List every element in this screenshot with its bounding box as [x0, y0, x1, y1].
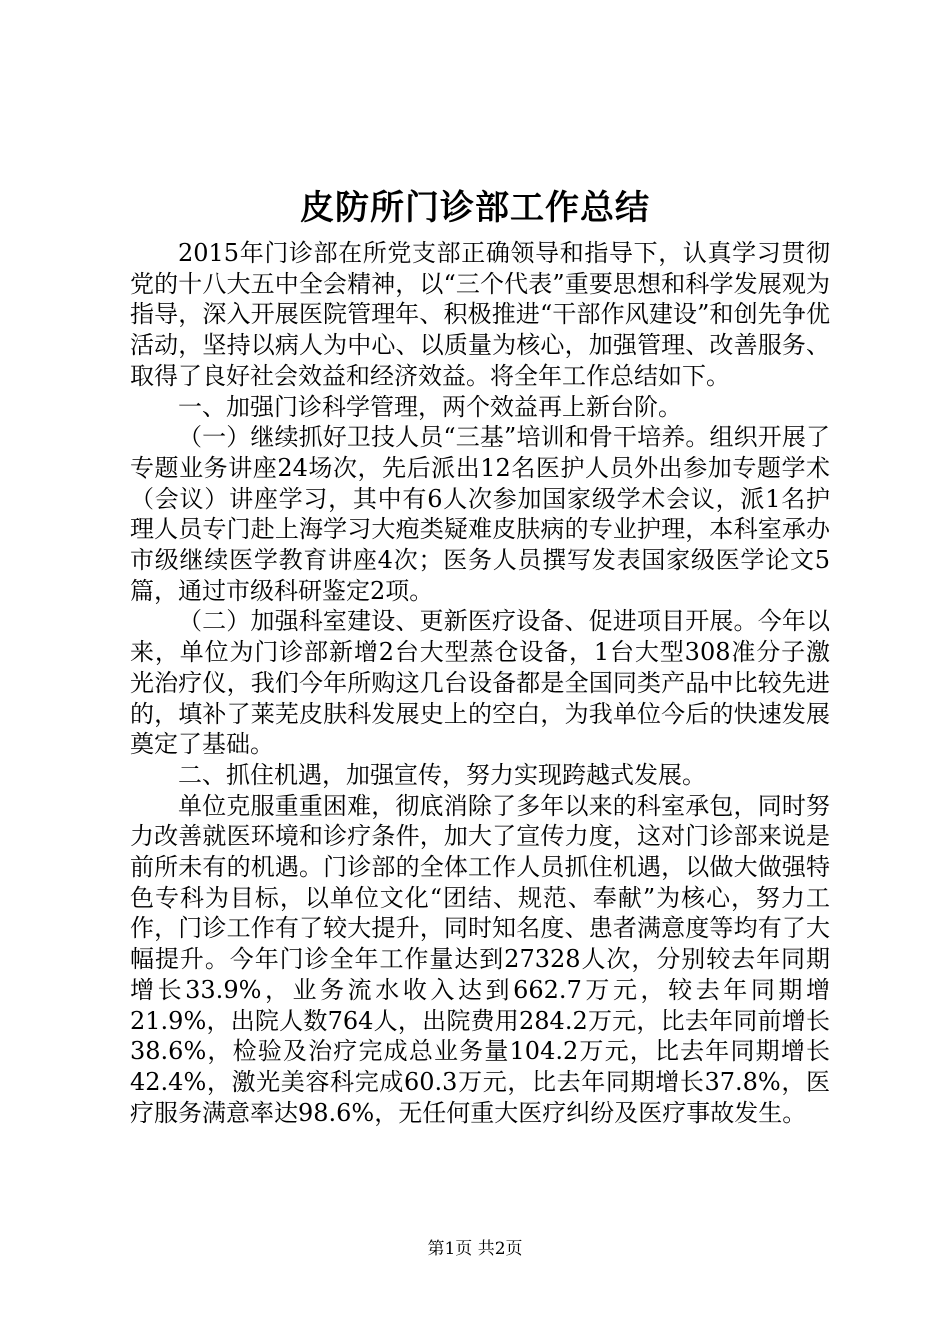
section-heading-1: 一、加强门诊科学管理，两个效益再上新台阶。 — [178, 392, 682, 421]
section-heading-2: 二、抓住机遇，加强宣传，努力实现跨越式发展。 — [178, 760, 706, 789]
document-body — [130, 238, 830, 1128]
paragraph-subsection-1: （一）继续抓好卫技人员“三基”培训和骨干培养。组织开展了专题业务讲座24场次，先后派出12名医护人员外出参加专题学术（会议）讲座学习，其中有6人次参加国家级学术会议，派1名护理人员专门赴上海学习大疱类疑难皮肤病的专业护理，本科室承办市级继续医学教育讲座4次；医务人员撰写发表国家级医学论文5篇，通过市级科研鉴定2项。 — [130, 423, 830, 605]
paragraph-section-2: 单位克服重重困难，彻底消除了多年以来的科室承包，同时努力改善就医环境和诊疗条件，加大了宣传力度，这对门诊部来说是前所未有的机遇。门诊部的全体工作人员抓住机遇，以做大做强特色专科为目标，以单位文化“团结、规范、奉献”为核心，努力工作，门诊工作有了较大提升，同时知名度、患者满意度等均有了大幅提升。今年门诊全年工作量达到27328人次，分别较去年同期增长33.9%，业务流水收入达到662.7万元，较去年同期增21.9%，出院人数764人，出院费用284.2万元，比去年同前增长38.6%，检验及治疗完成总业务量104.2万元，比去年同期增长42.4%，激光美容科完成60.3万元，比去年同期增长37.8%，医疗服务满意率达98.6%，无任何重大医疗纠纷及医疗事故发生。 — [130, 791, 830, 1127]
document-title: 皮防所门诊部工作总结 — [300, 188, 650, 228]
page-footer: 第1页 共2页 — [427, 1239, 523, 1259]
paragraph-subsection-2: （二）加强科室建设、更新医疗设备、促进项目开展。今年以来，单位为门诊部新增2台大型蒸仓设备，1台大型308准分子激光治疗仪，我们今年所购这几台设备都是全国同类产品中比较先进的，填补了莱芜皮肤科发展史上的空白，为我单位今后的快速发展奠定了基础。 — [130, 607, 830, 759]
paragraph-intro: 2015年门诊部在所党支部正确领导和指导下，认真学习贯彻党的十八大五中全会精神，以“三个代表”重要思想和科学发展观为指导，深入开展医院管理年、积极推进“干部作风建设”和创先争优活动，坚持以病人为中心、以质量为核心，加强管理、改善服务、取得了良好社会效益和经济效益。将全年工作总结如下。 — [130, 239, 830, 390]
